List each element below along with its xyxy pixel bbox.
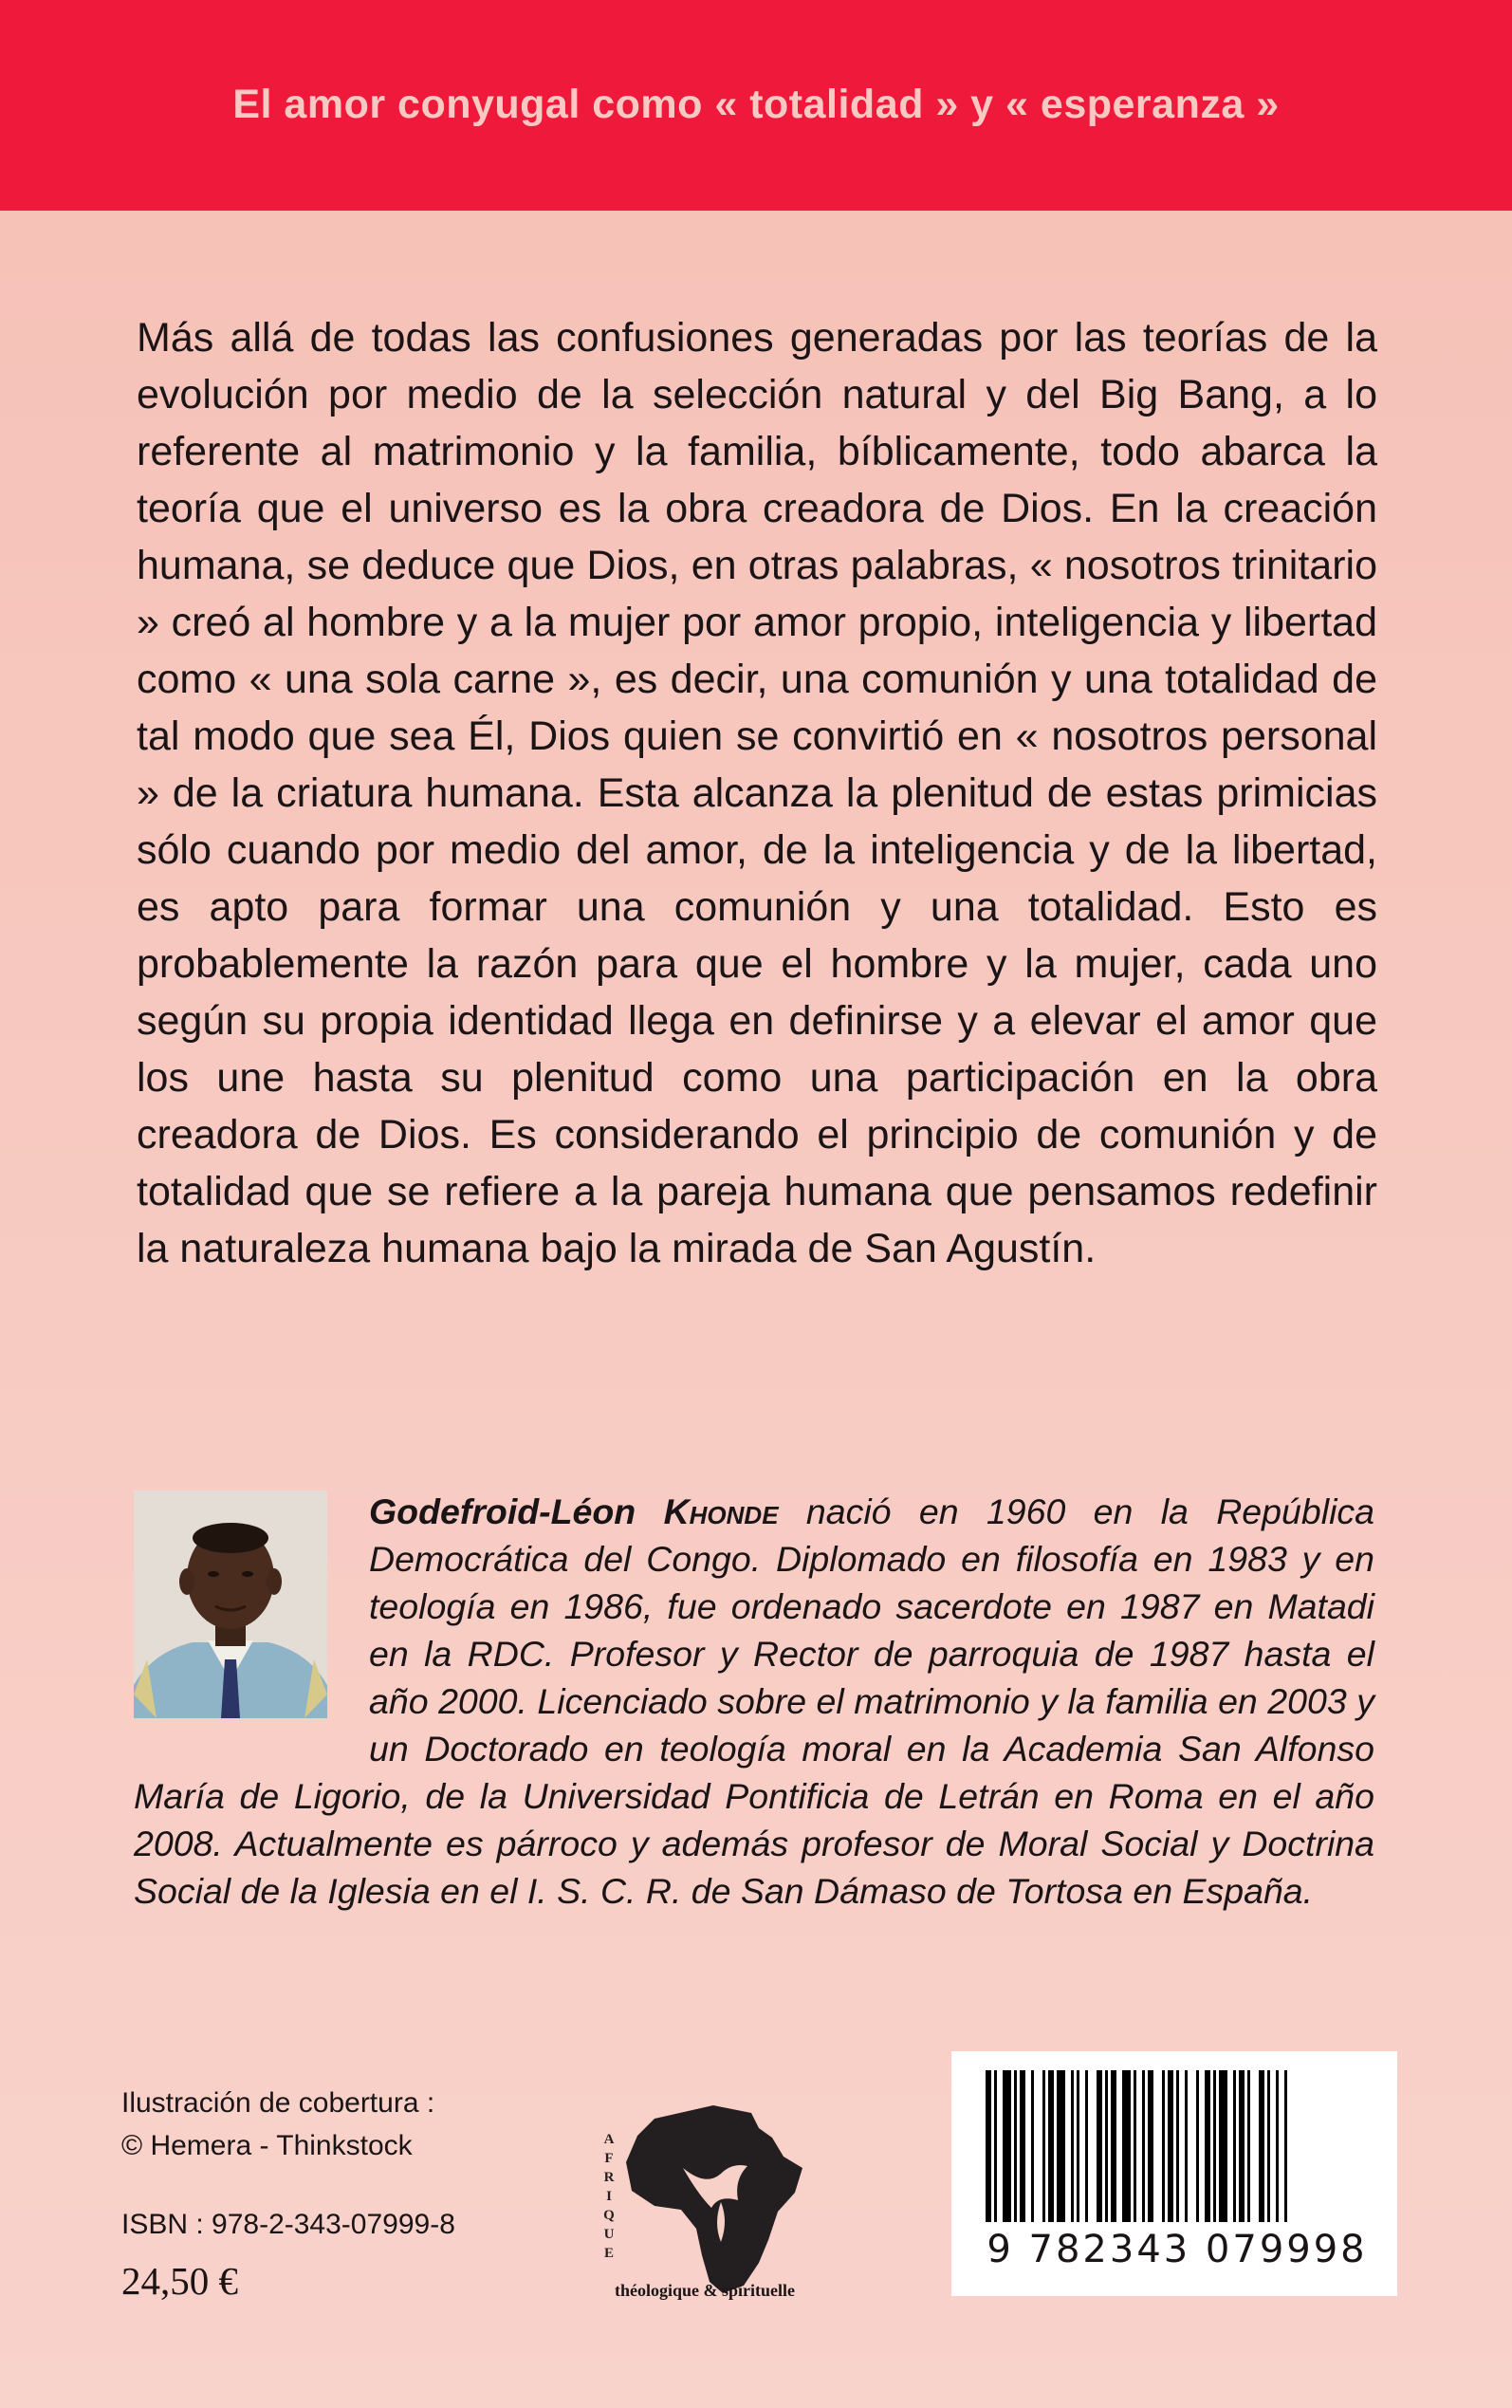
barcode-bar <box>1048 2070 1054 2222</box>
barcode-bar <box>1259 2070 1264 2222</box>
barcode-bar <box>1057 2070 1065 2222</box>
barcode-bar <box>1077 2070 1079 2222</box>
author-biography <box>134 1488 1374 1915</box>
barcode-bar <box>1276 2070 1279 2222</box>
barcode-bar <box>1031 2070 1034 2222</box>
barcode-bar <box>1105 2070 1108 2222</box>
barcode-bar <box>1142 2070 1145 2222</box>
barcode-bars <box>951 2051 1397 2232</box>
barcode-bar <box>1085 2070 1088 2222</box>
author-first-names: Godefroid-Léon <box>369 1491 636 1531</box>
collection-tagline: théologique & spirituelle <box>615 2281 795 2300</box>
summary-paragraph: Más allá de todas las confusiones generadas por las teorías de la evolución por medio de la selección natural y del Big Bang, a lo referente al matrimonio y la familia, bíblicamente, todo abarca la teoría que el universo es la obra creadora de Dios. En la creación humana, se deduce que Dios, en otras palabras, « nosotros trinitario » creó al hombre y a la mujer por amor propio, inteligencia y libertad como « una sola carne », es decir, una comunión y una totalidad de tal modo que sea Él, Dios quien se convirtió en « nosotros personal » de la criatura humana. Esta alcanza la plenitud de estas primicias sólo cuando por medio del amor, de la inteligencia y de la libertad, es apto para formar una comunión y una totalidad. Esto es probablemente la razón para que el hombre y la mujer, cada uno según su propia identidad llega en definirse y a elevar el amor que los une hasta su plenitud como una participación en la obra creadora de Dios. Es considerando el principio de comunión y de totalidad que se refiere a la pareja humana que pensamos redefinir la naturaleza humana bajo la mirada de San Agustín. <box>137 315 1377 1271</box>
cover-credits-label: Ilustración de cobertura : <box>121 2087 435 2119</box>
barcode-bar <box>994 2070 997 2222</box>
barcode-bar <box>1122 2070 1131 2222</box>
author-bio-text: nació en 1960 en la República Democrática del Congo. Diplomado en filosofía en 1983 y en teología en 1986, fue ordenado sacerdote en 1987 en Matadi en la RDC. Profesor y Rector de parroquia de 1987 hasta el año 2000. Licenciado sobre el matrimonio y la familia en 2003 y un Doctorado en teología moral en la Academia San Alfonso María de Ligorio, de la Universidad Pontificia de Letrán en Roma en el año 2008. Actualmente es párroco y además profesor de Moral Social y Doctrina Social de la Iglesia en el I. S. C. R. de San Dámaso de Tortosa en España. <box>134 1491 1375 1911</box>
barcode-bar <box>986 2070 991 2222</box>
barcode-bar <box>1233 2070 1236 2222</box>
barcode-bar <box>1267 2070 1270 2222</box>
cover-credits-value: © Hemera - Thinkstock <box>121 2130 413 2161</box>
barcode-bar <box>1097 2070 1102 2222</box>
barcode-bar <box>1168 2070 1173 2222</box>
svg-text:AFRIQUE: A F R I Q U E <box>603 2132 615 2261</box>
barcode-bar <box>1219 2070 1227 2222</box>
barcode-bar <box>1196 2070 1199 2222</box>
barcode-bar <box>1134 2070 1136 2222</box>
barcode <box>951 2051 1397 2296</box>
barcode-bar <box>1111 2070 1116 2222</box>
barcode-bar <box>1247 2070 1250 2222</box>
price: 24,50 € <box>121 2259 238 2303</box>
barcode-bar <box>1148 2070 1153 2222</box>
barcode-bar <box>1014 2070 1017 2222</box>
barcode-digits: 9 782343 079998 <box>986 2228 1368 2271</box>
barcode-bar <box>1003 2070 1011 2222</box>
barcode-bar <box>1239 2070 1245 2222</box>
barcode-bar <box>1020 2070 1025 2222</box>
barcode-bar <box>1284 2070 1287 2222</box>
author-surname: Khonde <box>663 1491 779 1531</box>
barcode-bar <box>1071 2070 1074 2222</box>
cover-credits <box>121 2082 434 2167</box>
book-summary <box>137 309 1377 1277</box>
barcode-bar <box>1162 2070 1165 2222</box>
series-title: El amor conyugal como « totalidad » y « esperanza » <box>232 82 1280 127</box>
barcode-bar <box>1185 2070 1188 2222</box>
barcode-bar <box>1213 2070 1216 2222</box>
barcode-bar <box>1176 2070 1179 2222</box>
isbn: ISBN : 978-2-343-07999-8 <box>121 2209 455 2240</box>
barcode-bar <box>1205 2070 1210 2222</box>
barcode-bar <box>1042 2070 1045 2222</box>
